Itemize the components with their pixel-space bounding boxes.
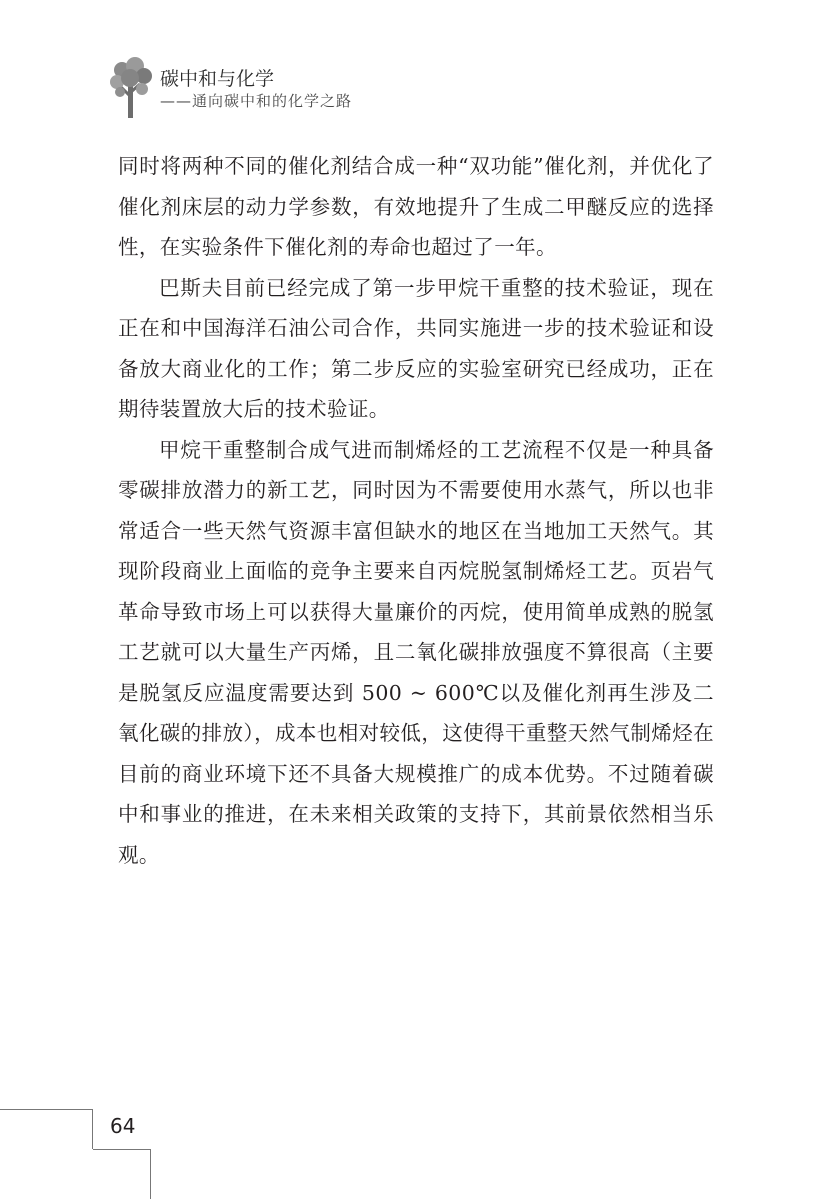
- body-text: [118, 146, 714, 875]
- paragraph-2: 巴斯夫目前已经完成了第一步甲烷干重整的技术验证，现在正在和中国海洋石油公司合作，共同实施进一步的技术验证和设备放大商业化的工作；第二步反应的实验室研究已经成功，正在期待装置放大后的技术验证。: [118, 275, 714, 421]
- paragraph-3: 甲烷干重整制合成气进而制烯烃的工艺流程不仅是一种具备零碳排放潜力的新工艺，同时因为不需要使用水蒸气，所以也非常适合一些天然气资源丰富但缺水的地区在当地加工天然气。其现阶段商业上面临的竞争主要来自丙烷脱氢制烯烃工艺。页岩气革命导致市场上可以获得大量廉价的丙烷，使用简单成熟的脱氢工艺就可以大量生产丙烯，且二氧化碳排放强度不算很高（主要是脱氢反应温度需要达到 500 ~ 600℃以及催化剂再生涉及二氧化碳的排放），成本也相对较低，这使得干重整天然气制烯烃在目前的商业环境下还不具备大规模推广的成本优势。不过随着碳中和事业的推进，在未来相关政策的支持下，其前景依然相当乐观。: [118, 437, 714, 867]
- tree-icon: [108, 56, 154, 118]
- page-number-frame-lower: [93, 1149, 151, 1199]
- page-number-frame: [0, 1109, 93, 1149]
- paragraph-1: 同时将两种不同的催化剂结合成一种“双功能”催化剂，并优化了催化剂床层的动力学参数，有效地提升了生成二甲醚反应的选择性，在实验条件下催化剂的寿命也超过了一年。: [118, 154, 714, 259]
- book-subtitle: ——通向碳中和的化学之路: [160, 92, 353, 110]
- running-header: [108, 56, 428, 120]
- book-title: 碳中和与化学: [160, 68, 275, 90]
- page-number: 64: [110, 1114, 136, 1138]
